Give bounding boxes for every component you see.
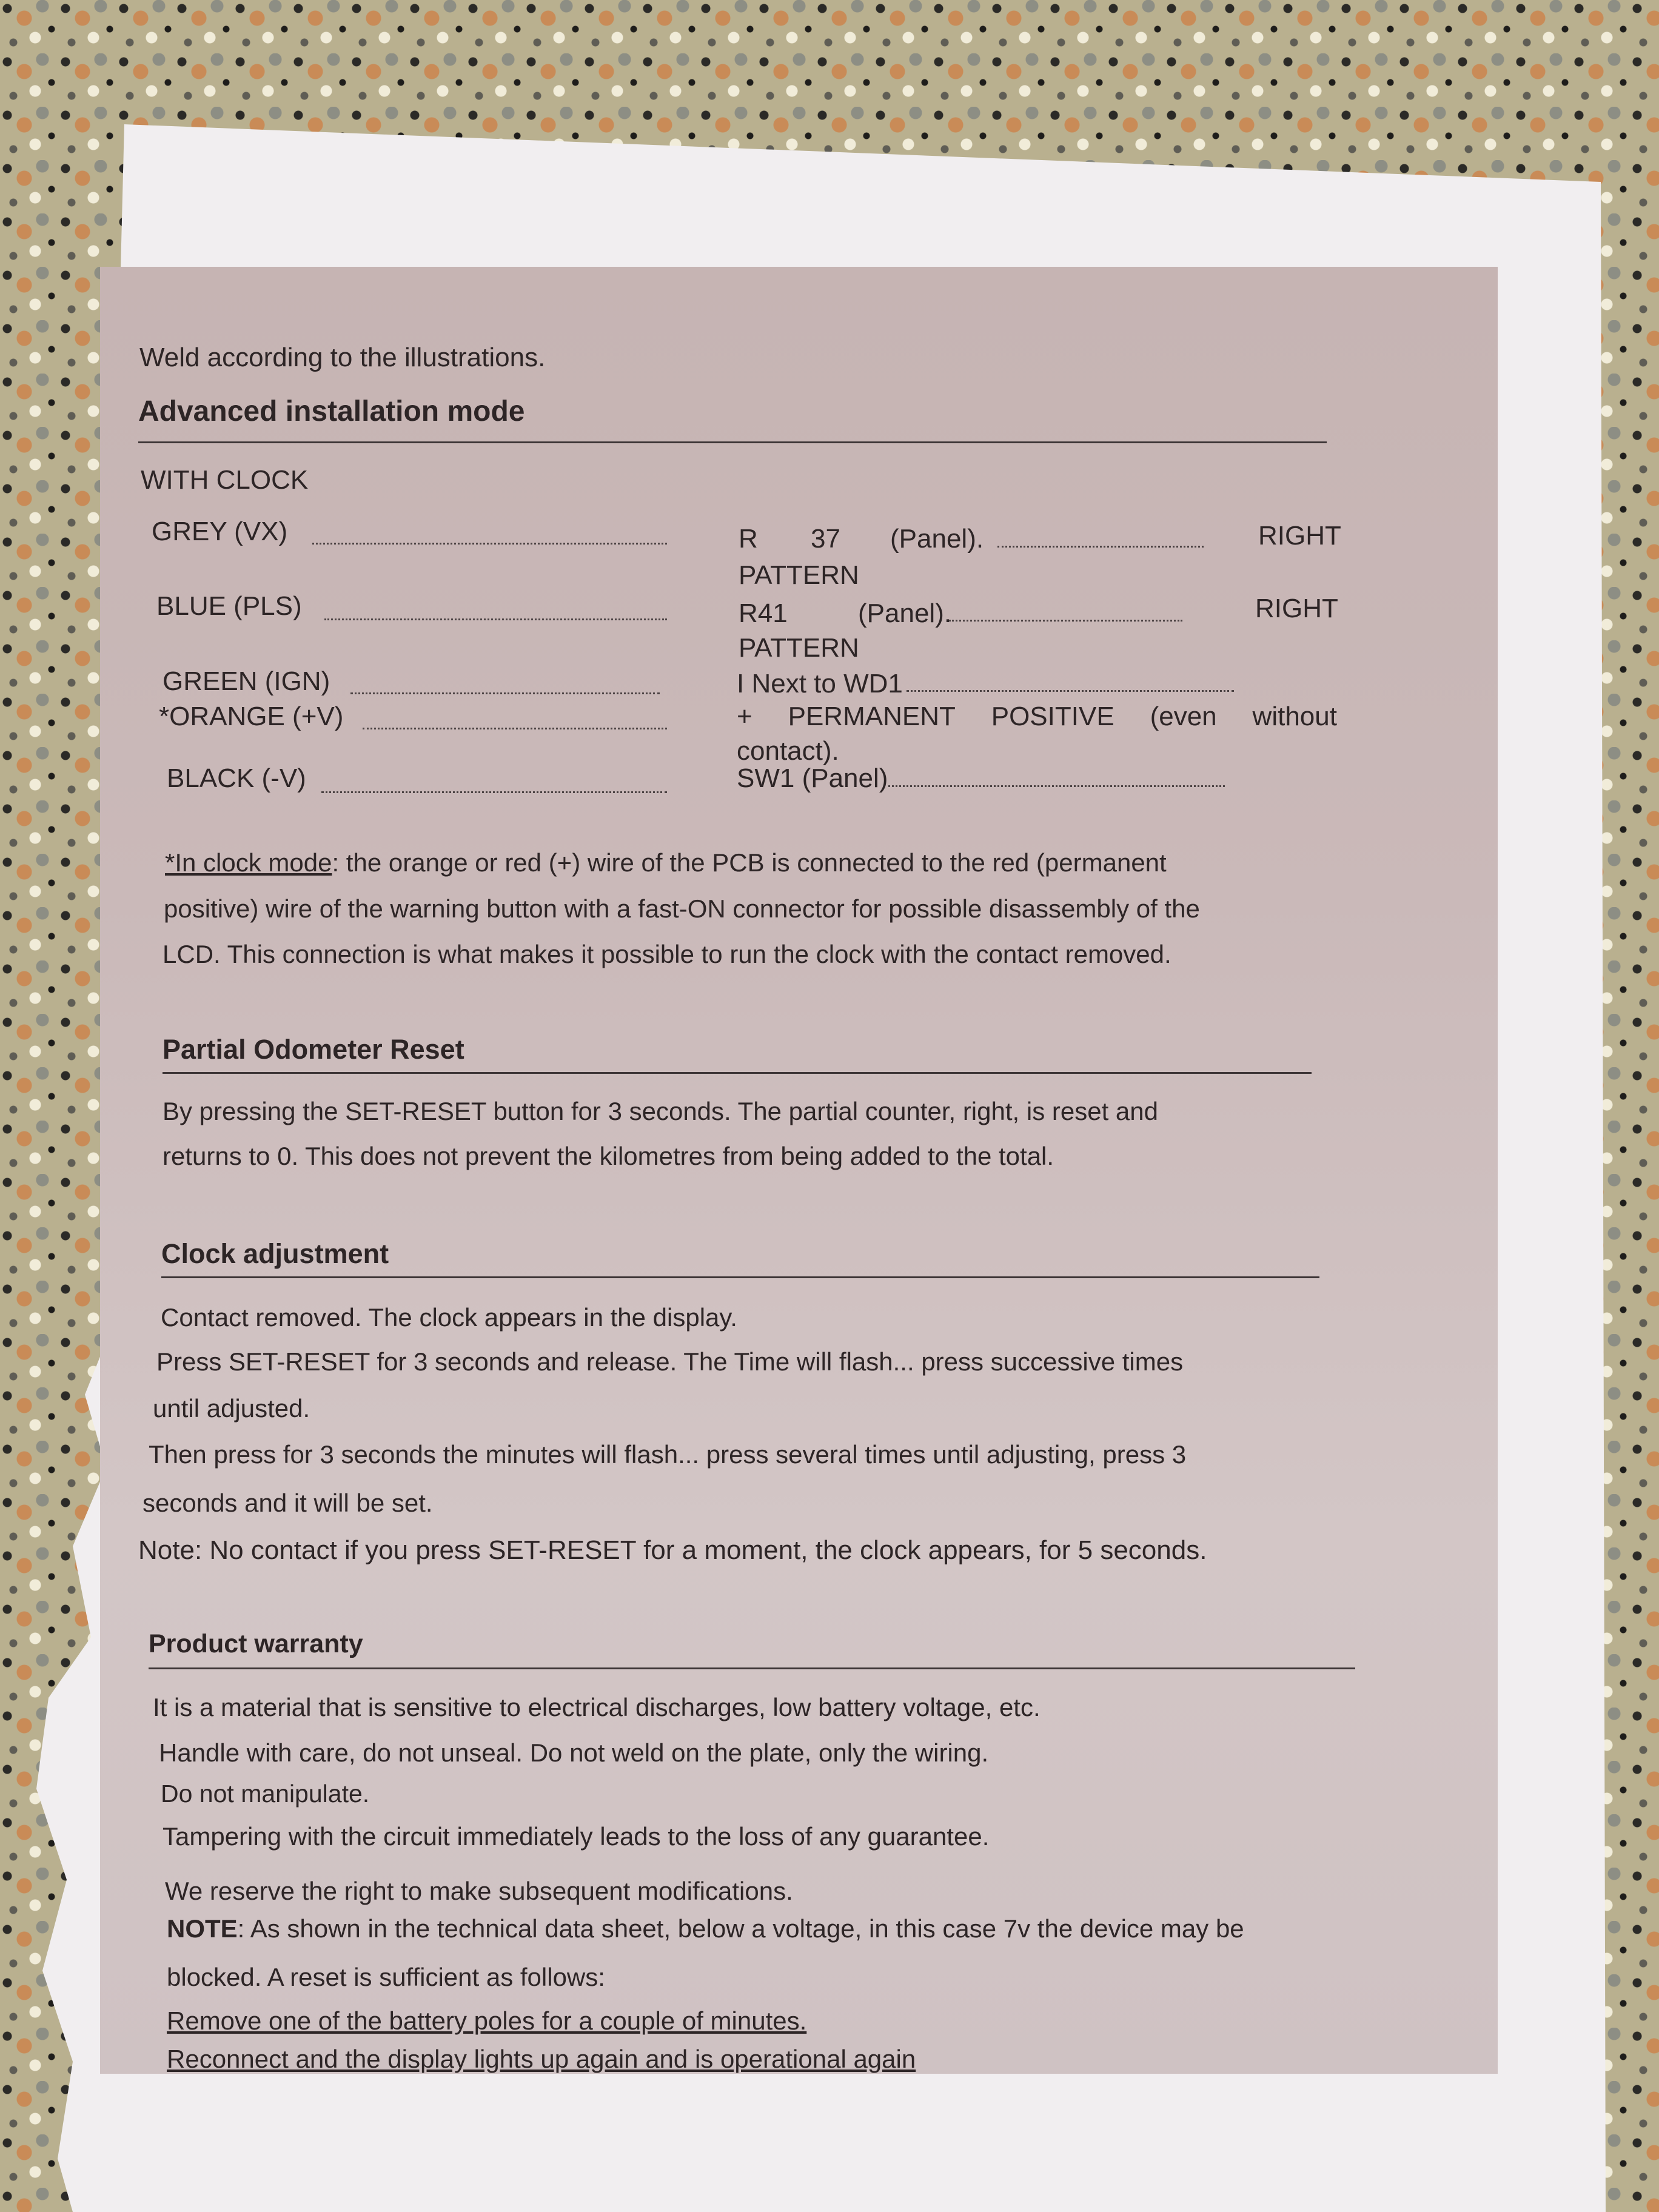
clock-line-1: Contact removed. The clock appears in the display. <box>161 1303 737 1332</box>
warranty-note-text1: : As shown in the technical data sheet, below a voltage, in this case 7v the device may be <box>237 1914 1244 1943</box>
clock-mode-label: *In clock mode <box>165 848 332 877</box>
clock-heading-rule <box>161 1276 1319 1278</box>
odometer-heading-rule <box>163 1072 1312 1074</box>
wire-black-dest: SW1 (Panel) <box>737 763 888 793</box>
wire-grey-panel: (Panel). <box>890 524 984 554</box>
clock-heading: Clock adjustment <box>161 1238 389 1269</box>
wire-grey-pattern: PATTERN <box>739 560 859 590</box>
wire-grey-right: RIGHT <box>1258 521 1341 551</box>
warranty-heading: Product warranty <box>149 1629 363 1658</box>
wire-orange-label: *ORANGE (+V) <box>159 702 344 731</box>
wire-grey-dots <box>312 543 667 545</box>
wire-orange-dots <box>363 728 667 729</box>
wire-orange-dest-w4: (even <box>1150 702 1217 731</box>
clock-line-2: Press SET-RESET for 3 seconds and release. The Time will flash... press successive times <box>156 1347 1184 1376</box>
clock-mode-note-line3: LCD. This connection is what makes it possible to run the clock with the contact removed. <box>163 940 1171 968</box>
warranty-line-5: We reserve the right to make subsequent modifications. <box>165 1877 793 1905</box>
warranty-heading-rule <box>149 1667 1355 1669</box>
wire-black-dest-dots <box>888 785 1225 787</box>
wire-grey-r: R <box>739 524 758 554</box>
clock-line-3: until adjusted. <box>153 1394 310 1423</box>
wire-black-dots <box>321 791 667 793</box>
warranty-line-3: Do not manipulate. <box>161 1780 370 1808</box>
wire-grey-dest-dots <box>997 546 1204 548</box>
odometer-heading: Partial Odometer Reset <box>163 1034 464 1065</box>
advanced-heading-rule <box>138 441 1327 443</box>
odometer-line2: returns to 0. This does not prevent the kilometres from being added to the total. <box>163 1142 1054 1170</box>
clock-mode-text1: : the orange or red (+) wire of the PCB is connected to the red (permanent <box>332 848 1167 877</box>
wire-blue-panel: (Panel). <box>858 598 952 628</box>
warranty-note-line2: blocked. A reset is sufficient as follows: <box>167 1963 605 1991</box>
wire-blue-dest-dots <box>949 620 1182 622</box>
wire-orange-dest-w2: PERMANENT <box>788 702 956 731</box>
wire-green-label: GREEN (IGN) <box>163 666 330 696</box>
wire-grey-label: GREY (VX) <box>152 517 288 546</box>
wire-orange-dest-w1: + <box>737 702 752 731</box>
warranty-note-label: NOTE <box>167 1914 238 1943</box>
wire-orange-dest <box>737 703 1337 730</box>
wire-green-dots <box>350 692 660 694</box>
wire-orange-contact: contact). <box>737 736 839 766</box>
intro-text: Weld according to the illustrations. <box>139 343 546 372</box>
wire-blue-dots <box>324 618 667 620</box>
clock-mode-note-line1 <box>165 850 1167 876</box>
warranty-line-4: Tampering with the circuit immediately leads to the loss of any guarantee. <box>163 1822 990 1851</box>
with-clock-label: WITH CLOCK <box>141 465 309 495</box>
wire-blue-pattern: PATTERN <box>739 633 859 663</box>
wire-orange-dest-w5: without <box>1252 702 1337 731</box>
advanced-heading: Advanced installation mode <box>138 395 525 427</box>
wire-grey-37: 37 <box>811 524 840 554</box>
wire-green-dest-dots <box>907 690 1234 692</box>
clock-line-6: Note: No contact if you press SET-RESET for a moment, the clock appears, for 5 seconds. <box>138 1535 1207 1565</box>
wire-blue-label: BLUE (PLS) <box>156 591 302 621</box>
wire-blue-r41: R41 <box>739 598 788 628</box>
clock-mode-note-line2: positive) wire of the warning button with a fast-ON connector for possible disassembly of the <box>164 894 1200 923</box>
clock-line-5: seconds and it will be set. <box>142 1489 433 1517</box>
warranty-step-2: Reconnect and the display lights up again and is operational again <box>167 2045 916 2073</box>
warranty-line-2: Handle with care, do not unseal. Do not weld on the plate, only the wiring. <box>159 1738 989 1767</box>
odometer-line1: By pressing the SET-RESET button for 3 seconds. The partial counter, right, is reset and <box>163 1097 1158 1125</box>
warranty-step-1: Remove one of the battery poles for a couple of minutes. <box>167 2006 807 2035</box>
wire-blue-right: RIGHT <box>1255 594 1338 623</box>
warranty-note-line1 <box>167 1916 1244 1942</box>
wire-black-label: BLACK (-V) <box>167 763 306 793</box>
clock-line-4: Then press for 3 seconds the minutes will flash... press several times until adjusting, press 3 <box>149 1440 1187 1469</box>
warranty-line-1: It is a material that is sensitive to electrical discharges, low battery voltage, etc. <box>153 1693 1041 1721</box>
wire-orange-dest-w3: POSITIVE <box>991 702 1114 731</box>
wire-green-dest: I Next to WD1 <box>737 669 903 699</box>
